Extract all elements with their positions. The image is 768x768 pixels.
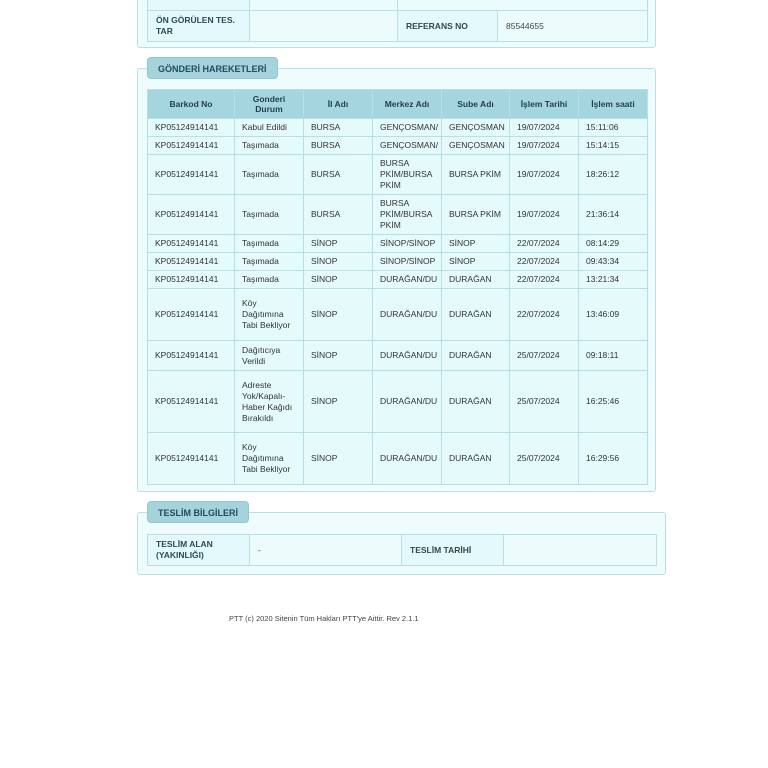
receiver-label: TESLİM ALAN (YAKINLIĞI) [148, 535, 250, 566]
status-cell: Taşımada [235, 155, 304, 195]
city-cell: BURSA [304, 155, 373, 195]
movement-row [148, 289, 648, 341]
movement-row [148, 195, 648, 235]
time-cell: 13:21:34 [579, 271, 648, 289]
barcode-cell: KP05124914141 [148, 271, 235, 289]
branch-cell: SİNOP [442, 235, 510, 253]
barcode-cell: KP05124914141 [148, 371, 235, 433]
reference-no-value: 85544655 [498, 11, 648, 42]
branch-cell: DURAĞAN [442, 289, 510, 341]
center-cell: SİNOP/SİNOP [373, 253, 442, 271]
date-cell: 19/07/2024 [510, 155, 579, 195]
barcode-cell: KP05124914141 [148, 235, 235, 253]
date-cell: 25/07/2024 [510, 341, 579, 371]
movement-row [148, 341, 648, 371]
status-cell: Kabul Edildi [235, 119, 304, 137]
city-cell: SİNOP [304, 371, 373, 433]
date-cell: 19/07/2024 [510, 137, 579, 155]
branch-cell: DURAĞAN [442, 341, 510, 371]
reference-no-label: REFERANS NO [398, 11, 498, 42]
center-cell: DURAĞAN/DU [373, 341, 442, 371]
time-cell: 16:25:46 [579, 371, 648, 433]
center-cell: BURSA PKİM/BURSA PKİM [373, 195, 442, 235]
barcode-cell: KP05124914141 [148, 155, 235, 195]
col-center-header[interactable]: Merkez Adı [373, 90, 442, 119]
center-cell: DURAĞAN/DU [373, 371, 442, 433]
col-barcode-header[interactable]: Barkod No [148, 90, 235, 119]
movement-row [148, 155, 648, 195]
branch-cell: BURSA PKİM [442, 195, 510, 235]
time-cell: 09:43:34 [579, 253, 648, 271]
time-cell: 18:26:12 [579, 155, 648, 195]
barcode-cell: KP05124914141 [148, 253, 235, 271]
delivery-row [148, 535, 657, 566]
city-cell: BURSA [304, 119, 373, 137]
barcode-cell: KP05124914141 [148, 137, 235, 155]
movements-title: GÖNDERİ HAREKETLERİ [147, 57, 278, 79]
branch-cell: DURAĞAN [442, 271, 510, 289]
date-cell: 22/07/2024 [510, 253, 579, 271]
status-cell: Taşımada [235, 195, 304, 235]
date-cell: 22/07/2024 [510, 271, 579, 289]
date-cell: 22/07/2024 [510, 235, 579, 253]
barcode-cell: KP05124914141 [148, 433, 235, 485]
time-cell: 21:36:14 [579, 195, 648, 235]
shipment-info-table [147, 0, 648, 42]
payment-method-value [250, 0, 398, 11]
time-cell: 16:29:56 [579, 433, 648, 485]
center-cell: GENÇOSMAN/ [373, 137, 442, 155]
payment-method-label [148, 0, 250, 11]
date-cell: 19/07/2024 [510, 119, 579, 137]
status-cell: Taşımada [235, 271, 304, 289]
branch-cell: BURSA PKİM [442, 155, 510, 195]
delivery-title: TESLİM BİLGİLERİ [147, 501, 249, 523]
expected-delivery-label: ÖN GÖRÜLEN TES. TAR [148, 11, 250, 42]
city-cell: SİNOP [304, 289, 373, 341]
center-cell: BURSA PKİM/BURSA PKİM [373, 155, 442, 195]
time-cell: 13:46:09 [579, 289, 648, 341]
status-cell: Taşımada [235, 253, 304, 271]
barcode-cell: KP05124914141 [148, 289, 235, 341]
payment-row-filler [398, 0, 648, 11]
center-cell: SİNOP/SİNOP [373, 235, 442, 253]
footer-copyright: PTT (c) 2020 Sitenin Tüm Hakları PTT'ye Aittir. Rev 2.1.1 [229, 614, 419, 623]
delivery-date-value [504, 535, 657, 566]
movement-row [148, 253, 648, 271]
city-cell: SİNOP [304, 341, 373, 371]
status-cell: Taşımada [235, 137, 304, 155]
time-cell: 15:11:06 [579, 119, 648, 137]
expected-date-row [148, 11, 648, 42]
col-branch-header[interactable]: Sube Adı [442, 90, 510, 119]
time-cell: 09:18:11 [579, 341, 648, 371]
col-time-header[interactable]: İşlem saati [579, 90, 648, 119]
barcode-cell: KP05124914141 [148, 119, 235, 137]
city-cell: SİNOP [304, 433, 373, 485]
branch-cell: GENÇOSMAN [442, 137, 510, 155]
movement-row [148, 271, 648, 289]
movement-row [148, 235, 648, 253]
city-cell: BURSA [304, 137, 373, 155]
status-cell: Taşımada [235, 235, 304, 253]
branch-cell: SİNOP [442, 253, 510, 271]
delivery-table [147, 534, 657, 566]
col-city-header[interactable]: İl Adı [304, 90, 373, 119]
movement-row [148, 119, 648, 137]
movement-row [148, 137, 648, 155]
col-status-header[interactable]: Gonderi Durum [235, 90, 304, 119]
center-cell: DURAĞAN/DU [373, 289, 442, 341]
time-cell: 15:14:15 [579, 137, 648, 155]
movements-header-row [148, 90, 648, 119]
movements-table [147, 89, 648, 485]
status-cell: Köy Dağıtımına Tabi Bekliyor [235, 289, 304, 341]
branch-cell: DURAĞAN [442, 433, 510, 485]
status-cell: Dağıtıcıya Verildi [235, 341, 304, 371]
movement-row [148, 371, 648, 433]
city-cell: BURSA [304, 195, 373, 235]
col-date-header[interactable]: İşlem Tarihi [510, 90, 579, 119]
date-cell: 25/07/2024 [510, 433, 579, 485]
date-cell: 25/07/2024 [510, 371, 579, 433]
barcode-cell: KP05124914141 [148, 195, 235, 235]
city-cell: SİNOP [304, 235, 373, 253]
center-cell: DURAĞAN/DU [373, 433, 442, 485]
barcode-cell: KP05124914141 [148, 341, 235, 371]
date-cell: 22/07/2024 [510, 289, 579, 341]
city-cell: SİNOP [304, 253, 373, 271]
time-cell: 08:14:29 [579, 235, 648, 253]
branch-cell: DURAĞAN [442, 371, 510, 433]
status-cell: Adreste Yok/Kapalı-Haber Kağıdı Bırakıldı [235, 371, 304, 433]
delivery-date-label: TESLİM TARİHİ [402, 535, 504, 566]
date-cell: 19/07/2024 [510, 195, 579, 235]
expected-delivery-value [250, 11, 398, 42]
center-cell: GENÇOSMAN/ [373, 119, 442, 137]
status-cell: Köy Dağıtımına Tabi Bekliyor [235, 433, 304, 485]
branch-cell: GENÇOSMAN [442, 119, 510, 137]
receiver-value: - [250, 535, 402, 566]
center-cell: DURAĞAN/DU [373, 271, 442, 289]
movement-row [148, 433, 648, 485]
city-cell: SİNOP [304, 271, 373, 289]
payment-row [148, 0, 648, 11]
